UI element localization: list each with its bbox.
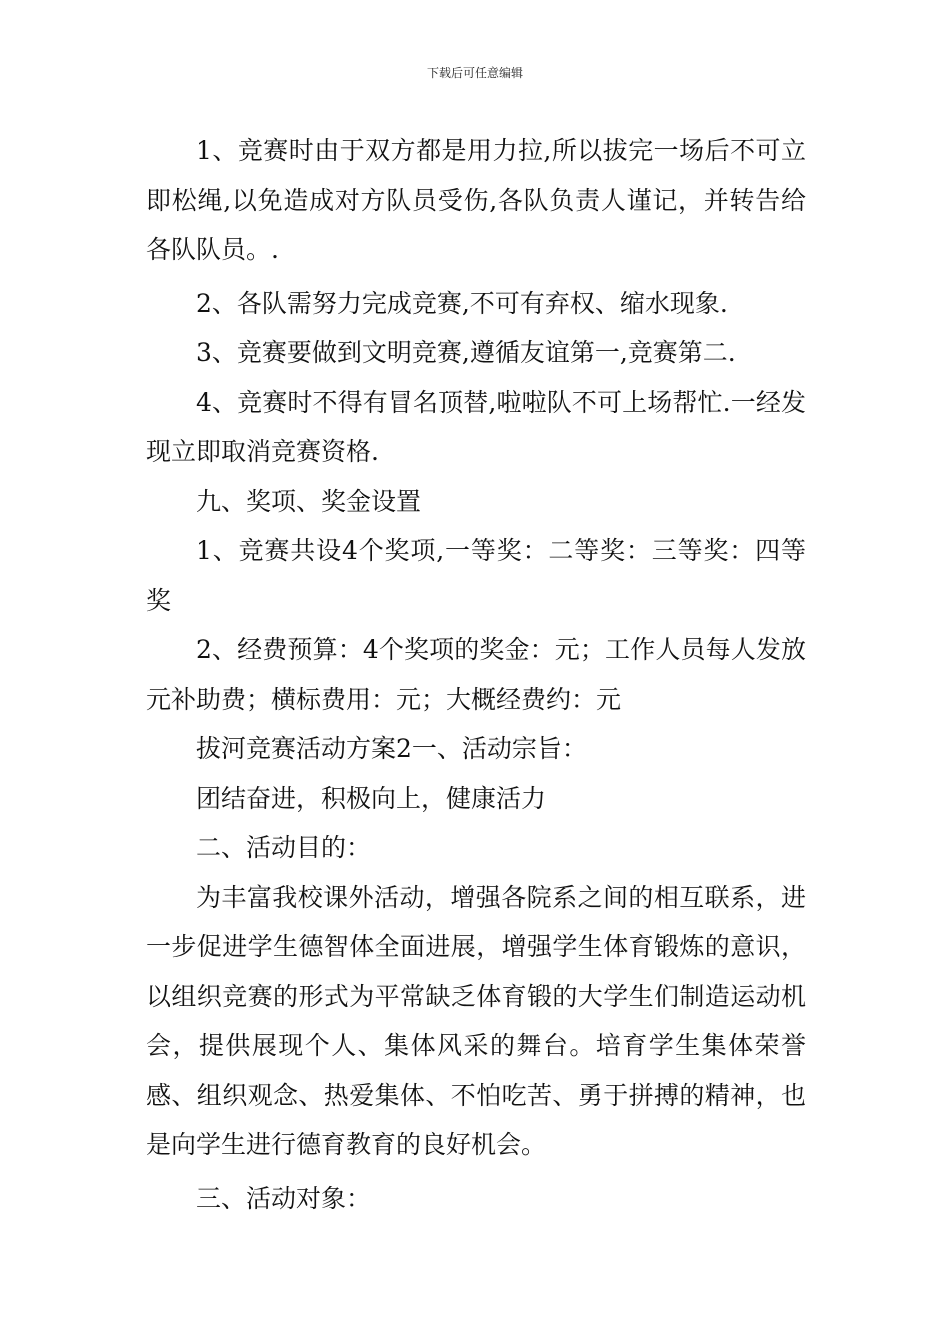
paragraph-rule-1: 1、竞赛时由于双方都是用力拉,所以拔完一场后不可立即松绳,以免造成对方队员受伤,各队负责人谨记，并转告给各队队员。. bbox=[146, 136, 806, 264]
paragraph-rule-3: 3、竞赛要做到文明竞赛,遵循友谊第一,竞赛第二. bbox=[196, 338, 736, 367]
paragraph-purpose-motto: 团结奋进，积极向上，健康活力 bbox=[196, 783, 547, 813]
paragraph-rule-2: 2、各队需努力完成竞赛,不可有弃权、缩水现象. bbox=[196, 288, 728, 318]
paragraph-goal: 为丰富我校课外活动，增强各院系之间的相互联系，进一步促进学生德智体全面进展，增强学生体育锻炼的意识，以组织竞赛的形式为平常缺乏体育锻的大学生们制造运动机会，提供展现个人、集体风采的舞台。培育学生集体荣誉感、组织观念、热爱集体、不怕吃苦、勇于拼搏的精神，也是向学生进行德育教育的良好机会。 bbox=[146, 882, 806, 1159]
section-heading-plan-2: 拔河竞赛活动方案2一、活动宗旨： bbox=[196, 734, 587, 763]
page-header: 下载后可任意编辑 bbox=[426, 66, 523, 80]
paragraph-budget: 2、经费预算：4个奖项的奖金：元；工作人员每人发放元补助费；横标费用：元；大概经费约：元 bbox=[146, 635, 806, 714]
section-heading-awards: 九、奖项、奖金设置 bbox=[196, 486, 422, 516]
paragraph-rule-4: 4、竞赛时不得有冒名顶替,啦啦队不可上场帮忙.一经发现立即取消竞赛资格. bbox=[146, 387, 806, 466]
document-body bbox=[146, 126, 806, 1223]
paragraph-awards-1: 1、竞赛共设4个奖项,一等奖：二等奖：三等奖：四等奖 bbox=[146, 536, 806, 615]
section-heading-goal: 二、活动目的： bbox=[196, 833, 372, 862]
section-heading-target: 三、活动对象： bbox=[196, 1183, 372, 1213]
